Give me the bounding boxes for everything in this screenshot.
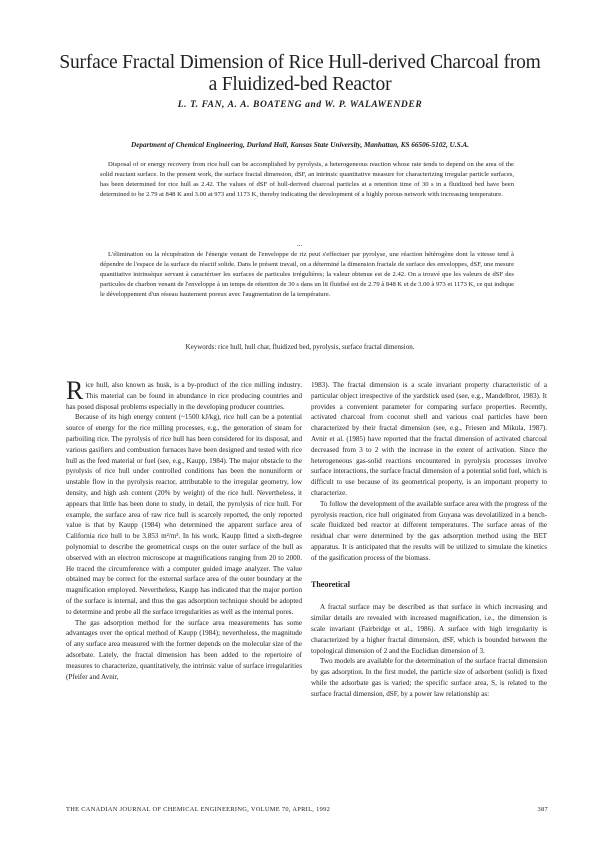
left-column xyxy=(66,376,302,682)
affiliation: Department of Chemical Engineering, Durland Hall, Kansas State University, Manhattan, KS 66506-5102, U.S.A. xyxy=(131,141,469,149)
abstract-separator: ... xyxy=(297,240,303,248)
paper-title xyxy=(40,52,560,96)
journal-citation: THE CANADIAN JOURNAL OF CHEMICAL ENGINEERING, VOLUME 70, APRIL, 1992 xyxy=(66,806,331,813)
abstract-english: Disposal of or energy recovery from rice hull can be accomplished by pyrolysis, a heterogeneous reaction whose rate tends to depend on the area of the solid reactant surface. In the present work, the surface fractal dimension, dSF, an intrinsic quantitative measure for characterizing irregular particle surfaces, has been determined for rice hull as 2.42. The values of dSF of hull-derived charcoal particles at a retention time of 30 s in a fluidized bed have been determined to be 2.79 at 848 K and 3.00 at 973 and 1173 K, thereby indicating the development of a highly porous network with increasing temperature. xyxy=(100,161,514,198)
intro-paragraph-5: To follow the development of the available surface area with the progress of the pyrolysis reaction, rice hull originated from Guyana was devolatilized in a bench-scale fluidized bed reactor at different temperatures. The surface areas of the residual char were determined by the gas adsorption method using the BET apparatus. It is anticipated that the results will be utilized to simulate the kinetics of the gasification process of the biomass. xyxy=(311,499,547,562)
abstract-french: L'élimination ou la récupération de l'énergie venant de l'enveloppe de riz peut s'effectuer par pyrolyse, une réaction hétérogène dont la vitesse tend à dépendre de l'espace de la surface du réactif solide. Dans le présent travail, on a déterminé la dimension fractale de surface des enveloppes, dSF, une mesure quantitative intrinsèque servant à caractériser les surfaces de particules irrégulières; la valeur obtenue est de 2.42. On a trouvé que les valeurs de dSF des particules de charbon venant de l'enveloppe à un temps de rétention de 30 s dans un lit fluidisé est de 2.79 à 848 K et de 3.00 à 973 et 1173 K, ce qui indique le développement d'un réseau hautement poreux avec l'augmentation de la température. xyxy=(100,251,514,298)
intro-paragraph-1-text: ice hull, also known as husk, is a by-product of the rice milling industry. This material can be found in abundance in rice producing countries and has posed disposal problems especially in the developing producer countries. xyxy=(66,381,302,411)
right-column xyxy=(311,380,547,700)
title-line-1: Surface Fractal Dimension of Rice Hull-derived Charcoal from xyxy=(59,52,541,73)
theory-paragraph-2: Two models are available for the determination of the surface fractal dimension by gas adsorption. In the first model, the particle size of adsorbent (solid) is fixed while the adsorbate gas is varied; the specific surface area, S, is related to the surface fractal dimension, dSF, by a power law relationship as: xyxy=(311,657,547,698)
section-heading-theoretical: Theoretical xyxy=(311,579,350,589)
keywords: Keywords: rice hull, hull char, fluidized bed, pyrolysis, surface fractal dimension. xyxy=(185,343,415,351)
intro-paragraph-1 xyxy=(66,376,302,412)
author-list: L. T. FAN, A. A. BOATENG and W. P. WALAWENDER xyxy=(177,100,423,110)
theory-paragraph-1: A fractal surface may be described as that surface in which increasing and similar details are revealed with increased magnification, i.e., the dimension is scale invariant (Fairbridge et al., 1986). A surface with high irregularity is characterized by a higher fractal dimension, dSF, which is bounded between the topological dimension of 2 and the Euclidian dimension of 3. xyxy=(311,603,547,655)
intro-paragraph-3: The gas adsorption method for the surface area measurements has some advantages over the optical method of Kaupp (1984); nevertheless, the magnitude of any surface area measured with the former depends on the molecular size of the adsorbate. Lately, the fractal dimension has been added to the repertoire of measures to characterize, quantitatively, the intrinsic value of surface irregularities (Pfeifer and Avnir, xyxy=(66,618,302,681)
drop-cap: R xyxy=(66,376,84,405)
intro-paragraph-2: Because of its high energy content (~1500 kJ/kg), rice hull can be a potential source of energy for the rice milling processes, e.g., the generation of steam for parboiling rice. The pyrolysis of rice hull has been considered for its disposal, and various gasifiers and combustion furnaces have been designed and tested with rice hull as the feed material or fuel (see, e.g., Kaupp, 1984). The major obstacle to the pyrolysis of rice hull under controlled conditions has been the nonuniform or unstable flow in the pyrolysis reactor, attributable to the irregular geometry, low density, and high ash content (20% by weight) of the rice hull. Nevertheless, it appears that little has been done to study, in detail, the pyrolysis of rice hull. For example, the surface area of raw rice hull is scarcely reported, the only reported value is that by Kaupp (1984) who determined the apparent surface area of California rice hull to be 3.853 m²/m³. In his work, Kaupp fitted a sixth-degree polynomial to describe the geometrical cusps on the outer surface of the hull as observed with an electron microscope at magnifications ranging from 20 to 2000. He traced the circumference with a computer guided image analyzer. The value obtained may be correct for the external surface area of the outer boundary at the magnification employed. Nevertheless, Kaupp has indicated that the major portion of the surface is internal, and thus the gas adsorption technique should be adopted to determine and probe all the surface irregularities as well as the internal pores. xyxy=(66,413,302,616)
intro-paragraph-4: 1983). The fractal dimension is a scale invariant property characteristic of a particular object irrespective of the yardstick used (see, e.g., Mandelbrot, 1983). It provides a convenient parameter for comparing surface properties. Recently, activated charcoal from coconut shell and various coal particles have been characterized by their fractal dimension (see, e.g., Friesen and Mikula, 1987). Avnir et al. (1985) have reported that the fractal dimension of activated charcoal decreased from 3 to 2 with the increase in the extent of activation. Since the heterogeneous gas-solid reactions encountered in pyrolysis processes involve surface interactions, the surface fractal dimension of a potential solid fuel, which is difficult to use because of its geometrical property, is an important property to characterize. xyxy=(311,381,547,497)
page-footer xyxy=(66,806,548,813)
title-line-2: a Fluidized-bed Reactor xyxy=(208,74,392,95)
page-number: 387 xyxy=(537,806,548,813)
